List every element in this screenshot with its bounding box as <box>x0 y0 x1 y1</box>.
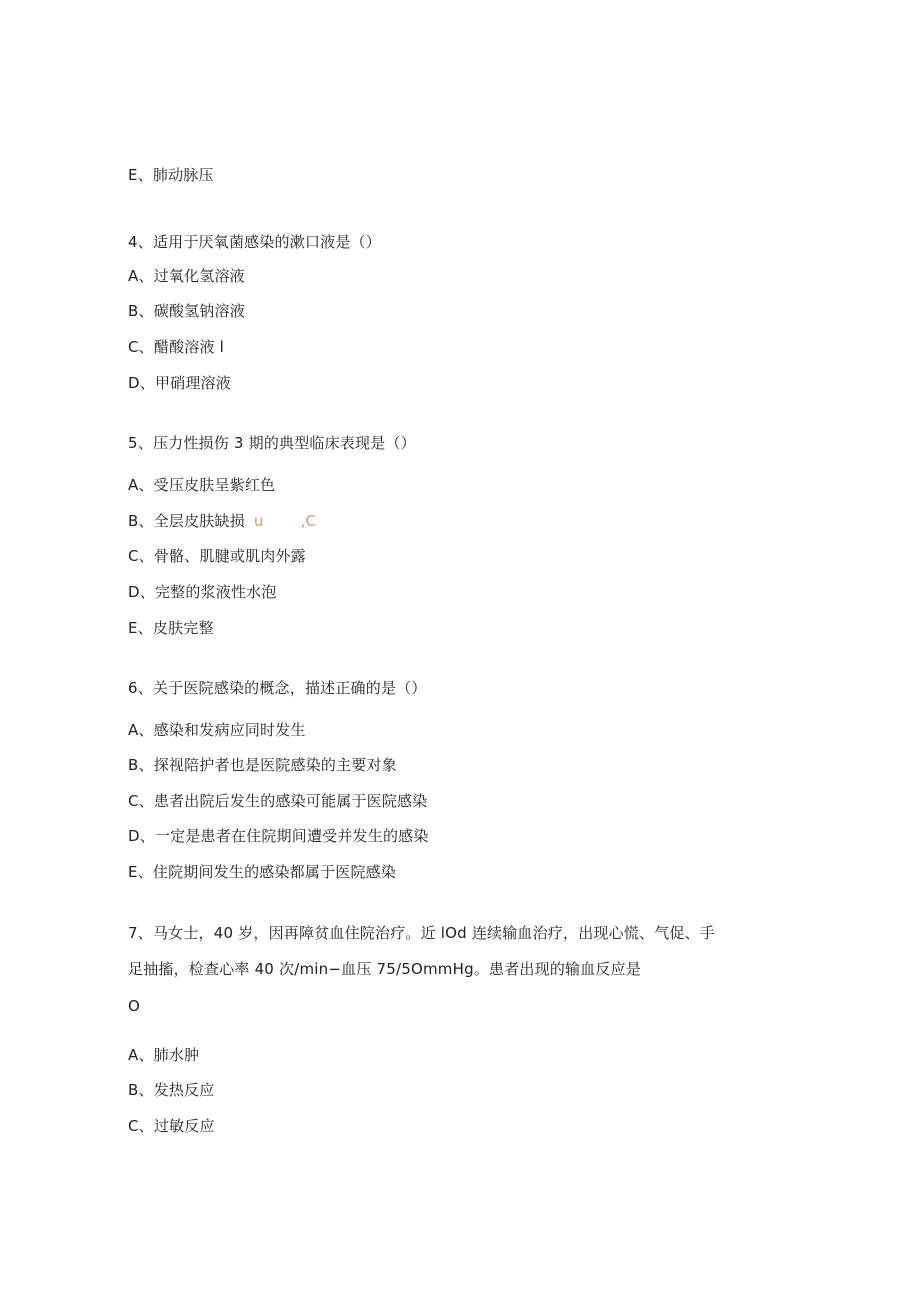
q7-option-c: C、过敏反应 <box>128 1117 215 1135</box>
q6-option-e: E、住院期间发生的感染都属于医院感染 <box>128 863 397 881</box>
q7-answer-paren: O <box>128 997 141 1015</box>
q5-option-b-text: B、全层皮肤缺损 <box>128 512 245 530</box>
q6-option-d: D、一定是患者在住院期间遭受并发生的感染 <box>128 827 429 845</box>
q4-option-a: A、过氧化氢溶液 <box>128 267 245 285</box>
q5-option-b <box>128 511 316 531</box>
q7-option-b: B、发热反应 <box>128 1081 215 1099</box>
q4-option-c: C、醋酸溶液 l <box>128 338 225 356</box>
q5-option-b-mark: u <box>253 512 264 530</box>
q7-stem-line-2: 足抽搐，检查心率 40 次/min−血压 75/5OmmHg。患者出现的输血反应是 <box>128 960 642 978</box>
q7-option-a: A、肺水肿 <box>128 1046 200 1064</box>
q4-option-b: B、碳酸氢钠溶液 <box>128 302 245 320</box>
q4-option-d: D、甲硝理溶液 <box>128 374 231 392</box>
q5-option-c: C、骨骼、肌腱或肌肉外露 <box>128 547 306 565</box>
q3-option-e: E、肺动脉压 <box>128 166 214 184</box>
q5-option-a: A、受压皮肤呈紫红色 <box>128 476 276 494</box>
q7-stem-line-1: 7、马女士，40 岁，因再障贫血住院治疗。近 lOd 连续输血治疗，出现心慌、气促、手 <box>128 924 716 942</box>
q6-stem: 6、关于医院感染的概念，描述正确的是（） <box>128 679 427 697</box>
q5-stem: 5、压力性损伤 3 期的典型临床表现是（） <box>128 434 416 452</box>
q5-option-d: D、完整的浆液性水泡 <box>128 583 277 601</box>
q4-stem: 4、适用于厌氧菌感染的漱口液是（） <box>128 233 381 251</box>
q5-option-b-mark-2: ,C <box>300 512 317 530</box>
q6-option-a: A、感染和发病应同时发生 <box>128 721 306 739</box>
q6-option-b: B、探视陪护者也是医院感染的主要对象 <box>128 756 397 774</box>
q5-option-e: E、皮肤完整 <box>128 619 214 637</box>
q6-option-c: C、患者出院后发生的感染可能属于医院感染 <box>128 792 428 810</box>
